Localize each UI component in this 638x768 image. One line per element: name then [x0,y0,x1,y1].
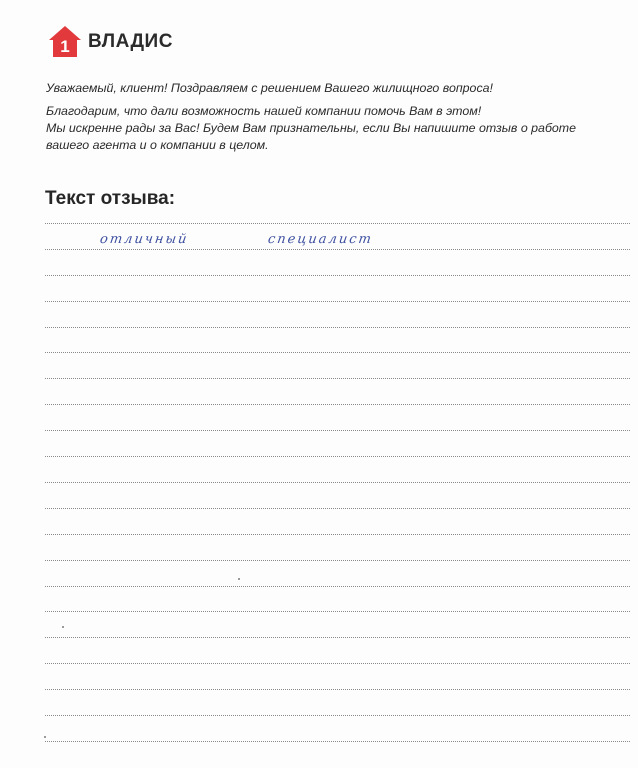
writing-line [45,327,630,328]
scan-speck [62,626,64,628]
writing-line [45,352,630,353]
handwritten-word-2: специалист [266,232,374,247]
scan-speck [238,578,240,580]
writing-line [45,301,630,302]
writing-line [45,378,630,379]
ruled-writing-lines[interactable] [45,0,630,768]
intro-line-1: Благодарим, что дали возможность нашей компании помочь Вам в этом! [46,104,482,118]
writing-line [45,534,630,535]
writing-line [45,689,630,690]
greeting-line: Уважаемый, клиент! Поздравляем с решением Вашего жилищного вопроса! [46,81,493,95]
writing-line [45,508,630,509]
brand-name: ВЛАДИС [88,31,173,52]
scan-speck [44,736,46,738]
handwritten-word-1: отличный [98,232,190,247]
writing-line [45,404,630,405]
logo-number: 1 [60,37,70,56]
writing-line [45,249,630,250]
intro-line-3: вашего агента и о компании в целом. [46,138,269,152]
writing-line [45,741,630,742]
writing-line [45,611,630,612]
writing-line [45,663,630,664]
writing-line [45,637,630,638]
writing-line [45,482,630,483]
writing-line [45,456,630,457]
writing-line [45,560,630,561]
writing-line [45,586,630,587]
writing-line [45,223,630,224]
writing-line [45,275,630,276]
review-title: Текст отзыва: [45,188,176,209]
writing-line [45,430,630,431]
intro-line-2: Мы искренне рады за Вас! Будем Вам признательны, если Вы напишите отзыв о работе [46,121,577,135]
writing-line [45,715,630,716]
